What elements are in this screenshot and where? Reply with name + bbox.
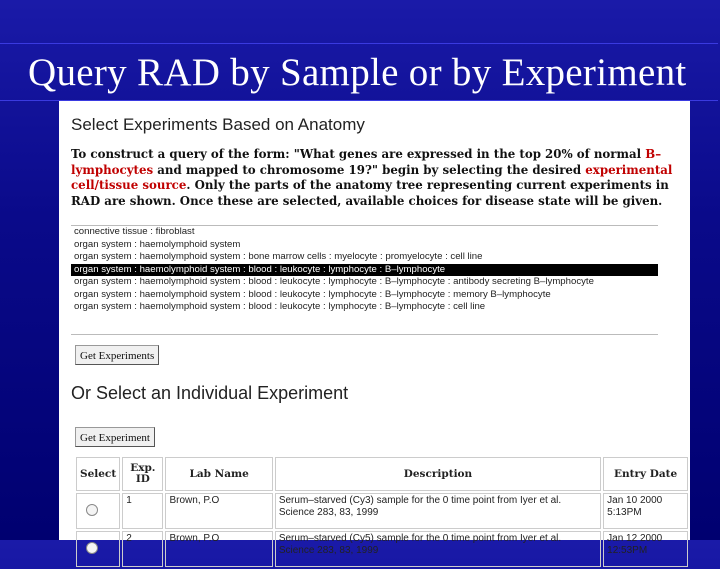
select-cell: [76, 531, 120, 567]
column-header-entry-date: Entry Date: [603, 457, 688, 491]
screenshot-panel: [59, 101, 690, 556]
anatomy-option[interactable]: organ system : haemolymphoid system : blood : leukocyte : lymphocyte : B–lymphocyte : memory B–lymphocyte: [74, 288, 551, 300]
column-header-select: Select: [76, 457, 120, 491]
exp-id-cell: 1: [122, 493, 163, 529]
lab-name-cell: Brown, P.O: [165, 531, 272, 567]
anatomy-heading: Select Experiments Based on Anatomy: [71, 115, 365, 134]
experiment-table: [74, 455, 690, 569]
slide-title: Query RAD by Sample or by Experiment: [28, 51, 687, 94]
get-experiments-button[interactable]: Get Experiments: [75, 345, 159, 365]
exp-id-cell: 2: [122, 531, 163, 567]
table-row: [76, 493, 688, 529]
column-header-description: Description: [275, 457, 601, 491]
description-cell: Serum–starved (Cy5) sample for the 0 time point from Iyer et al. Science 283, 83, 1999: [275, 531, 601, 567]
entry-date-cell: [603, 493, 688, 529]
intro-text-1: To construct a query of the form: "What genes are expressed in the top 20% of normal: [71, 147, 642, 161]
intro-text-2: and mapped to chromosome 19?" begin by selecting the desired: [153, 162, 586, 177]
get-experiment-button[interactable]: Get Experiment: [75, 427, 155, 447]
anatomy-instructions: [71, 147, 686, 209]
anatomy-select-list[interactable]: [71, 225, 658, 335]
column-header-exp-id: [122, 457, 163, 491]
intro-highlight-b-lymphocytes: B–lymphocytes: [71, 147, 662, 177]
anatomy-option[interactable]: organ system : haemolymphoid system : blood : leukocyte : lymphocyte : B–lymphocyte: [71, 264, 658, 277]
table-row: [76, 531, 688, 567]
experiment-radio[interactable]: [86, 504, 98, 516]
anatomy-option[interactable]: organ system : haemolymphoid system: [74, 238, 241, 250]
table-header-row: [76, 457, 688, 491]
entry-date-cell: [603, 531, 688, 567]
anatomy-option[interactable]: organ system : haemolymphoid system : blood : leukocyte : lymphocyte : B–lymphocyte : antibody secreting B–lymphocyte: [74, 276, 594, 287]
entry-time: 12:53PM: [607, 545, 648, 556]
individual-heading: Or Select an Individual Experiment: [71, 383, 349, 403]
anatomy-option[interactable]: organ system : haemolymphoid system : bone marrow cells : myelocyte : promyelocyte : cell line: [74, 251, 483, 262]
entry-date: Jan 10 2000: [607, 495, 663, 506]
intro-text-3: . Only the parts of the anatomy tree representing current experiments in RAD are shown. Once these are selected, available choices for disease state will be given.: [71, 178, 669, 208]
description-cell: Serum–starved (Cy3) sample for the 0 time point from Iyer et al. Science 283, 83, 1999: [275, 493, 601, 529]
experiment-table-body: [76, 493, 688, 567]
entry-time: 5:13PM: [607, 507, 642, 518]
lab-name-cell: Brown, P.O: [165, 493, 272, 529]
select-cell: [76, 493, 120, 529]
column-header-lab-name: Lab Name: [165, 457, 272, 491]
anatomy-option[interactable]: organ system : haemolymphoid system : blood : leukocyte : lymphocyte : B–lymphocyte : cell line: [74, 301, 486, 312]
entry-date: Jan 12 2000: [607, 533, 663, 544]
exp-id-label-line1: Exp.: [130, 462, 156, 474]
intro-highlight-source: experimental cell/tissue source: [71, 162, 673, 192]
experiment-radio[interactable]: [86, 542, 98, 554]
anatomy-option[interactable]: connective tissue : fibroblast: [74, 226, 195, 237]
exp-id-label-line2: ID: [135, 473, 150, 485]
